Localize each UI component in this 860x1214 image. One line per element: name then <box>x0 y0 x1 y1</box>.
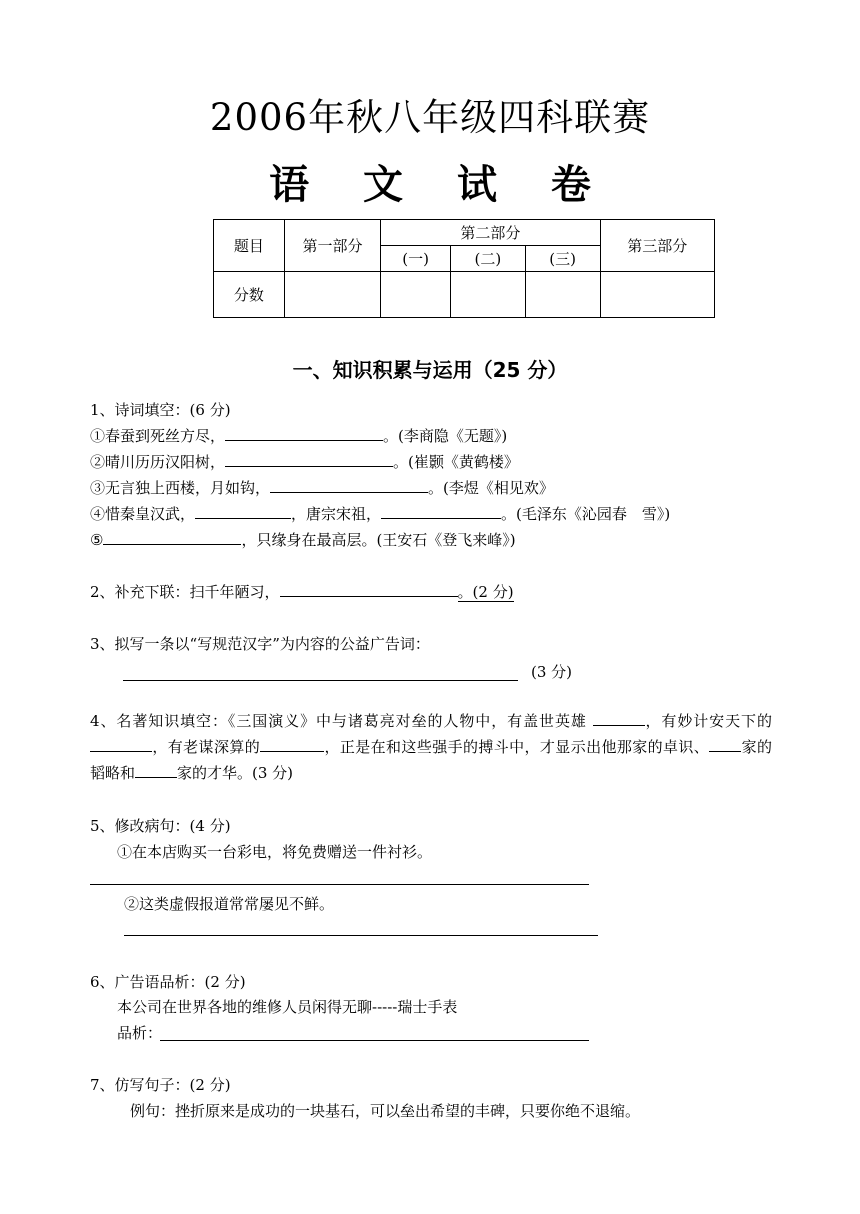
q4-paragraph <box>90 708 772 786</box>
q1-line-4-mid: ，唐宗宋祖， <box>291 505 382 523</box>
q1-line-5-text: ，只缘身在最高层。(王安石《登飞来峰》) <box>241 531 516 549</box>
q4-text-2: ，有妙计安天下的 <box>644 712 772 730</box>
answer-line[interactable] <box>124 935 598 936</box>
answer-line[interactable] <box>90 884 589 885</box>
q3-score: (3 分) <box>531 663 573 681</box>
q6-stem: 6、广告语品析：(2 分) <box>90 973 246 991</box>
answer-blank[interactable] <box>709 736 741 752</box>
score-table-part2-sub-2: (二) <box>451 246 526 272</box>
q1-line-1-text: ①春蚕到死丝方尽， <box>90 427 226 445</box>
q4-text-5: 家的韬略和 <box>90 738 772 782</box>
q1-line-3 <box>90 476 554 500</box>
q2 <box>90 580 514 604</box>
answer-blank[interactable] <box>280 581 458 597</box>
q2-tail: 。(2 分) <box>457 583 514 601</box>
score-cell-part2-2[interactable] <box>451 272 526 318</box>
score-table-row-label-topic: 题目 <box>214 220 285 272</box>
q4-text-3: ，有老谋深算的 <box>152 738 261 756</box>
q3-stem: 3、拟写一条以“写规范汉字”为内容的公益广告词： <box>90 635 430 653</box>
score-table-row-label-score: 分数 <box>214 272 285 318</box>
answer-blank[interactable] <box>135 762 177 778</box>
answer-blank[interactable] <box>593 710 645 726</box>
q6-label: 品析： <box>117 1024 163 1042</box>
q1-line-4-text: ④惜秦皇汉武， <box>90 505 196 523</box>
answer-blank[interactable] <box>195 503 291 519</box>
score-cell-part2-3[interactable] <box>525 272 600 318</box>
q1-line-2-source: 。(崔颢《黄鹤楼》 <box>393 453 519 471</box>
q2-stem: 2、补充下联：扫千年陋习， <box>90 583 280 601</box>
q1-line-1-source: 。(李商隐《无题》) <box>383 427 508 445</box>
q5-stem: 5、修改病句：(4 分) <box>90 817 231 835</box>
score-cell-part3[interactable] <box>600 272 715 318</box>
score-table-part2-sub-3: (三) <box>525 246 600 272</box>
q5-sentence-2: ②这类虚假报道常常屡见不鲜。 <box>124 895 335 913</box>
answer-blank[interactable] <box>103 529 241 545</box>
score-table-part2-sub-1: (一) <box>381 246 451 272</box>
score-cell-part1[interactable] <box>284 272 381 318</box>
answer-blank[interactable] <box>270 477 428 493</box>
q1-line-3-source: 。(李煜《相见欢》 <box>428 479 554 497</box>
score-cell-part2-1[interactable] <box>381 272 451 318</box>
q6-ad-text: 本公司在世界各地的维修人员闲得无聊-----瑞士手表 <box>117 998 458 1016</box>
q1-line-5-marker: ⑤ <box>90 531 104 549</box>
exam-subtitle: 语 文 试 卷 <box>269 161 611 208</box>
score-table-part1: 第一部分 <box>284 220 381 272</box>
q1-stem: 1、诗词填空：(6 分) <box>90 401 231 419</box>
q4-text-1: 4、名著知识填空：《三国演义》中与诸葛亮对垒的人物中，有盖世英雄 <box>90 712 593 730</box>
answer-line[interactable] <box>160 1040 589 1041</box>
q5-sentence-1: ①在本店购买一台彩电，将免费赠送一件衬衫。 <box>117 843 433 861</box>
q1-line-5 <box>90 528 516 552</box>
answer-blank[interactable] <box>225 425 383 441</box>
q1-line-3-text: ③无言独上西楼，月如钩， <box>90 479 271 497</box>
section-heading: 一、知识积累与运用（25 分） <box>292 358 568 382</box>
q7-example: 例句：挫折原来是成功的一块基石，可以垒出希望的丰碑，只要你绝不退缩。 <box>130 1102 641 1120</box>
answer-blank[interactable] <box>225 451 393 467</box>
q1-line-2 <box>90 450 519 474</box>
score-table-part3: 第三部分 <box>600 220 715 272</box>
score-table-part2: 第二部分 <box>381 220 600 246</box>
score-table <box>213 219 715 318</box>
exam-title: 2006年秋八年级四科联赛 <box>209 96 651 139</box>
q1-line-4 <box>90 502 670 526</box>
q7-stem: 7、仿写句子：(2 分) <box>90 1076 231 1094</box>
q1-line-4-source: 。(毛泽东《沁园春 雪》) <box>501 505 671 523</box>
q4-text-4: ，正是在和这些强手的搏斗中，才显示出他那家的卓识、 <box>324 738 710 756</box>
answer-blank[interactable] <box>90 736 152 752</box>
answer-line[interactable] <box>123 680 518 681</box>
q1-line-1 <box>90 424 507 448</box>
q4-text-6: 家的才华。(3 分) <box>177 764 294 782</box>
answer-blank[interactable] <box>260 736 324 752</box>
q1-line-2-text: ②晴川历历汉阳树， <box>90 453 226 471</box>
answer-blank[interactable] <box>381 503 501 519</box>
